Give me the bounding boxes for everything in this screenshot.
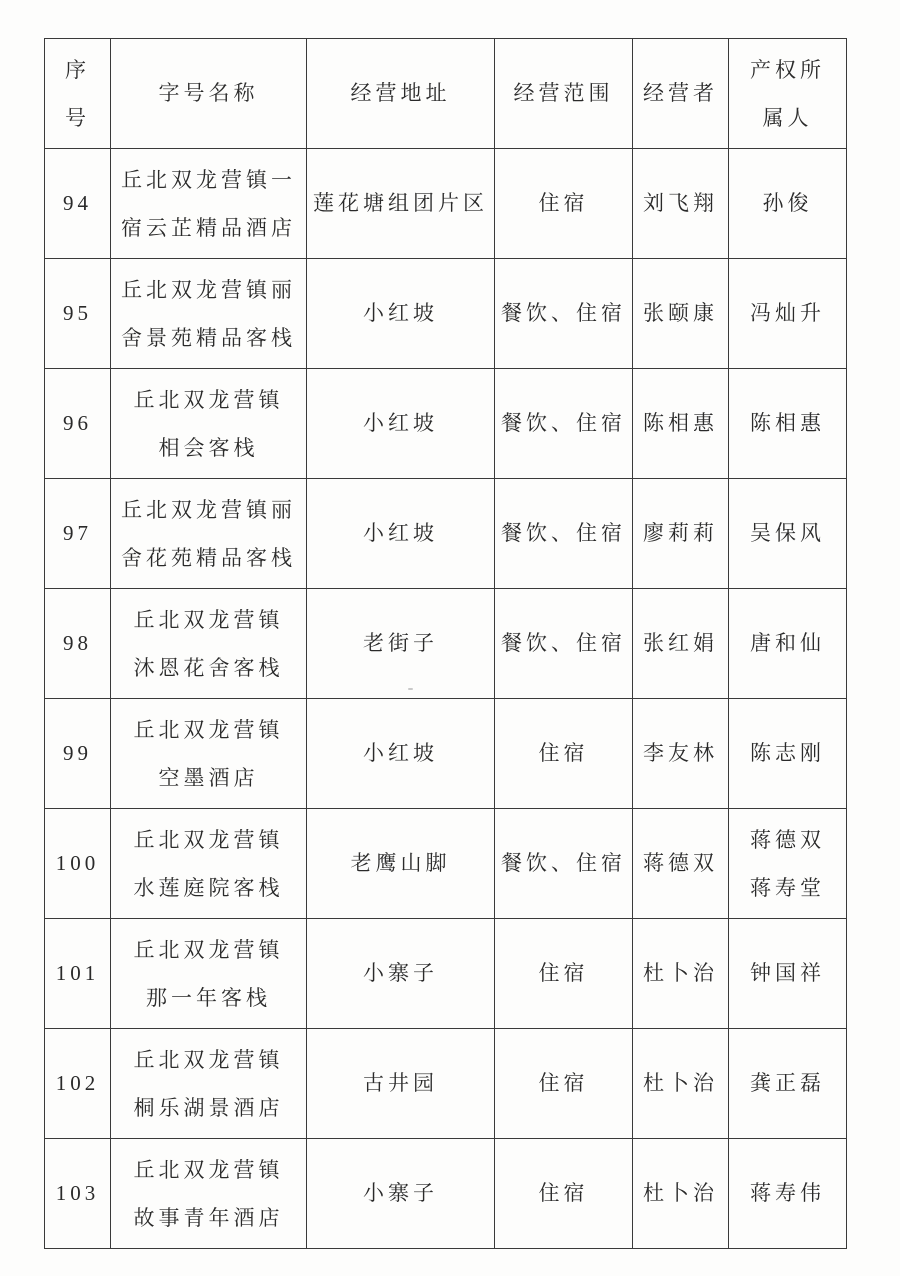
cell-operator: 杜卜治 [633, 1139, 729, 1249]
cell-name: 丘北双龙营镇一 宿云芷精品酒店 [111, 149, 307, 259]
table-row [45, 149, 847, 259]
table-row [45, 1139, 847, 1249]
cell-seq: 101 [45, 919, 111, 1029]
cell-name: 丘北双龙营镇 那一年客栈 [111, 919, 307, 1029]
cell-scope: 住宿 [495, 1029, 633, 1139]
cell-operator: 李友林 [633, 699, 729, 809]
table-row [45, 809, 847, 919]
table-row [45, 369, 847, 479]
cell-owner: 陈志刚 [729, 699, 847, 809]
cell-owner: 孙俊 [729, 149, 847, 259]
cell-operator: 杜卜治 [633, 919, 729, 1029]
cell-owner: 冯灿升 [729, 259, 847, 369]
cell-scope: 餐饮、住宿 [495, 809, 633, 919]
cell-owner: 唐和仙 [729, 589, 847, 699]
table-header-row [45, 39, 847, 149]
cell-address: 小寨子 [307, 1139, 495, 1249]
cell-name: 丘北双龙营镇丽 舍景苑精品客栈 [111, 259, 307, 369]
cell-operator: 蒋德双 [633, 809, 729, 919]
table-row [45, 699, 847, 809]
cell-seq: 95 [45, 259, 111, 369]
cell-seq: 94 [45, 149, 111, 259]
cell-seq: 100 [45, 809, 111, 919]
cell-seq: 102 [45, 1029, 111, 1139]
header-name: 字号名称 [111, 39, 307, 149]
cell-operator: 刘飞翔 [633, 149, 729, 259]
cell-scope: 住宿 [495, 919, 633, 1029]
cell-address: 莲花塘组团片区 [307, 149, 495, 259]
cell-operator: 张颐康 [633, 259, 729, 369]
cell-scope: 餐饮、住宿 [495, 369, 633, 479]
cell-address: 小红坡 [307, 259, 495, 369]
table-row [45, 589, 847, 699]
cell-owner: 龚正磊 [729, 1029, 847, 1139]
table-row [45, 259, 847, 369]
table-row [45, 1029, 847, 1139]
cell-owner: 陈相惠 [729, 369, 847, 479]
cell-address: 老街子 [307, 589, 495, 699]
header-owner: 产权所 属人 [729, 39, 847, 149]
cell-address: 小寨子 [307, 919, 495, 1029]
cell-scope: 餐饮、住宿 [495, 479, 633, 589]
cell-owner: 吴保风 [729, 479, 847, 589]
cell-name: 丘北双龙营镇丽 舍花苑精品客栈 [111, 479, 307, 589]
cell-seq: 96 [45, 369, 111, 479]
header-scope: 经营范围 [495, 39, 633, 149]
cell-name: 丘北双龙营镇 故事青年酒店 [111, 1139, 307, 1249]
business-registry-table [44, 38, 847, 1249]
cell-address: 小红坡 [307, 369, 495, 479]
cell-seq: 103 [45, 1139, 111, 1249]
cell-seq: 99 [45, 699, 111, 809]
cell-operator: 张红娟 [633, 589, 729, 699]
cell-owner: 钟国祥 [729, 919, 847, 1029]
header-address: 经营地址 [307, 39, 495, 149]
cell-address: 小红坡 [307, 479, 495, 589]
cell-scope: 餐饮、住宿 [495, 259, 633, 369]
cell-address: 小红坡 [307, 699, 495, 809]
cell-scope: 住宿 [495, 1139, 633, 1249]
cell-name: 丘北双龙营镇 桐乐湖景酒店 [111, 1029, 307, 1139]
cell-seq: 98 [45, 589, 111, 699]
scan-speck [408, 688, 413, 690]
table-body [45, 149, 847, 1249]
cell-operator: 杜卜治 [633, 1029, 729, 1139]
cell-owner: 蒋寿伟 [729, 1139, 847, 1249]
cell-name: 丘北双龙营镇 沐恩花舍客栈 [111, 589, 307, 699]
cell-scope: 住宿 [495, 149, 633, 259]
header-seq: 序 号 [45, 39, 111, 149]
cell-name: 丘北双龙营镇 水莲庭院客栈 [111, 809, 307, 919]
cell-seq: 97 [45, 479, 111, 589]
cell-address: 古井园 [307, 1029, 495, 1139]
cell-scope: 住宿 [495, 699, 633, 809]
cell-scope: 餐饮、住宿 [495, 589, 633, 699]
cell-operator: 陈相惠 [633, 369, 729, 479]
cell-name: 丘北双龙营镇 空墨酒店 [111, 699, 307, 809]
cell-owner: 蒋德双 蒋寿堂 [729, 809, 847, 919]
cell-name: 丘北双龙营镇 相会客栈 [111, 369, 307, 479]
cell-address: 老鹰山脚 [307, 809, 495, 919]
table-row [45, 919, 847, 1029]
table-row [45, 479, 847, 589]
header-operator: 经营者 [633, 39, 729, 149]
cell-operator: 廖莉莉 [633, 479, 729, 589]
